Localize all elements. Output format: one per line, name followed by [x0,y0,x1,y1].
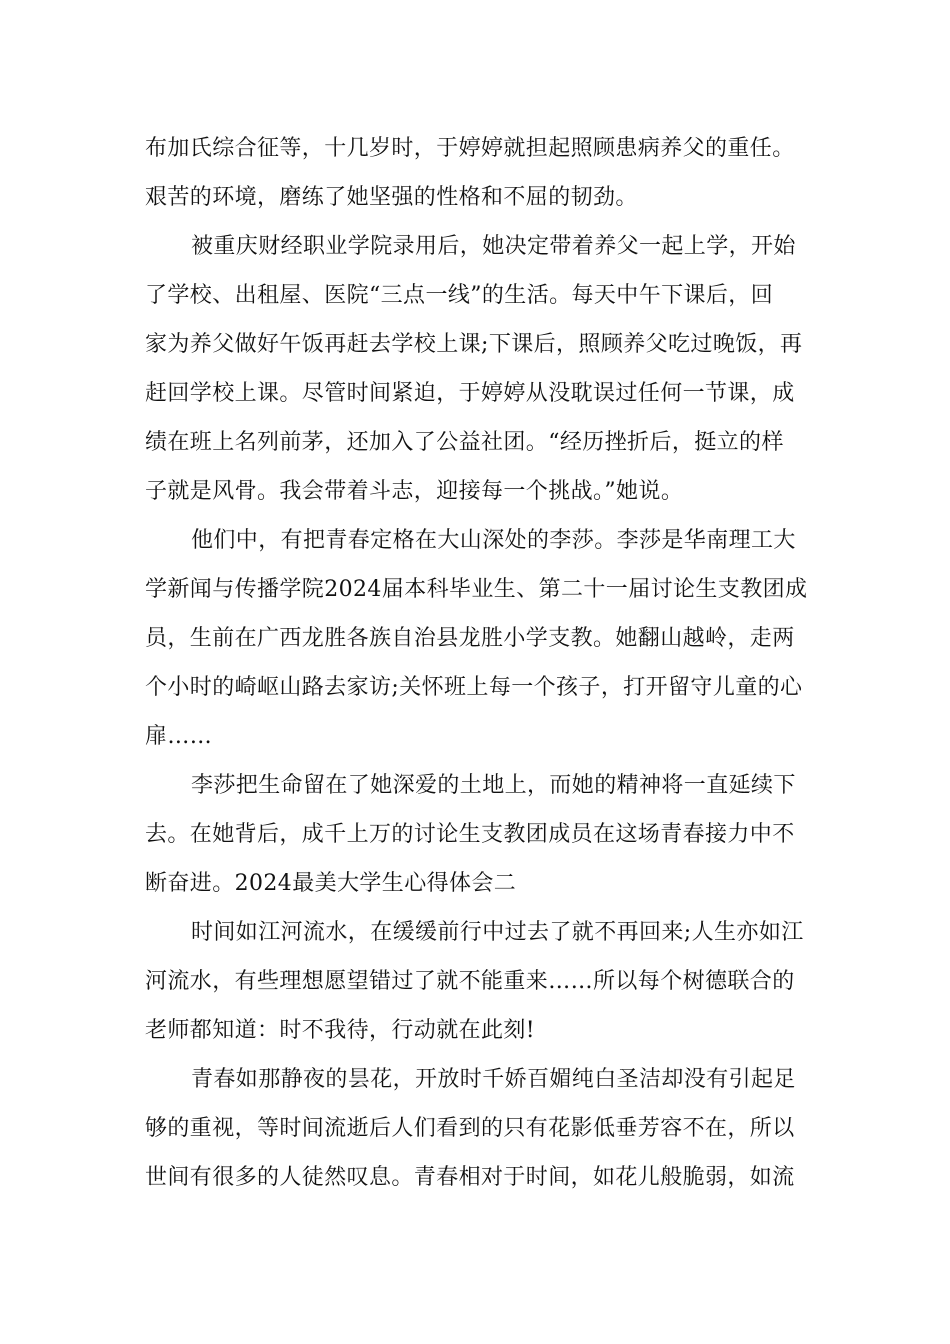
body-text [145,124,810,1202]
text-line: 扉…… [145,724,213,749]
text-line: 个小时的崎岖山路去家访;关怀班上每一个孩子，打开留守儿童的心 [145,675,803,700]
text-line: 员，生前在广西龙胜各族自治县龙胜小学支教。她翻山越岭，走两 [145,626,795,651]
text-line: 世间有很多的人徒然叹息。青春相对于时间，如花儿般脆弱，如流 [145,1165,795,1190]
text-line: 艰苦的环境，磨练了她坚强的性格和不屈的韧劲。 [145,185,638,210]
text-line: 学新闻与传播学院2024届本科毕业生、第二十一届讨论生支教团成 [145,577,808,602]
text-line: 绩在班上名列前茅，还加入了公益社团。“经历挫折后，挺立的样 [145,430,784,455]
text-line: 布加氏综合征等，十几岁时，于婷婷就担起照顾患病养父的重任。 [145,136,795,161]
text-line: 子就是风骨。我会带着斗志，迎接每一个挑战。”她说。 [145,479,684,504]
text-line: 青春如那静夜的昙花，开放时千娇百媚纯白圣洁却没有引起足 [191,1067,796,1092]
text-line: 他们中，有把青春定格在大山深处的李莎。李莎是华南理工大 [191,528,796,553]
text-line: 了学校、出租屋、医院“三点一线”的生活。每天中午下课后，回 [145,283,774,308]
text-line: 老师都知道：时不我待，行动就在此刻! [145,1018,536,1043]
text-line: 被重庆财经职业学院录用后，她决定带着养父一起上学，开始 [191,234,796,259]
text-line: 河流水，有些理想愿望错过了就不能重来……所以每个树德联合的 [145,969,795,994]
text-line: 时间如江河流水，在缓缓前行中过去了就不再回来;人生亦如江 [191,920,804,945]
text-line: 去。在她背后，成千上万的讨论生支教团成员在这场青春接力中不 [145,822,795,847]
text-line: 断奋进。2024最美大学生心得体会二 [145,871,517,896]
text-line: 家为养父做好午饭再赶去学校上课;下课后，照顾养父吃过晚饭，再 [145,332,803,357]
text-line: 李莎把生命留在了她深爱的土地上，而她的精神将一直延续下 [191,773,796,798]
text-line: 赶回学校上课。尽管时间紧迫，于婷婷从没耽误过任何一节课，成 [145,381,795,406]
text-line: 够的重视，等时间流逝后人们看到的只有花影低垂芳容不在，所以 [145,1116,795,1141]
